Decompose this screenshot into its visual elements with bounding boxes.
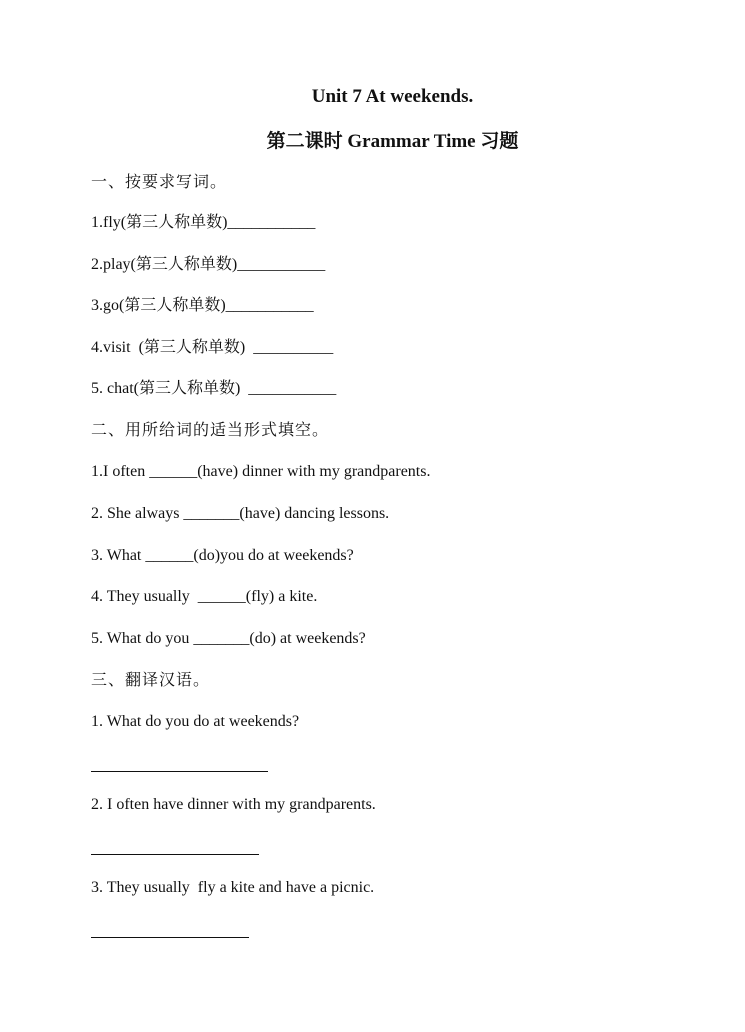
question-item: 2. She always _______(have) dancing lessons. [91, 505, 390, 522]
section-heading-3: 三、翻译汉语。 [91, 672, 211, 689]
section-heading-1: 一、按要求写词。 [91, 174, 228, 191]
answer-line [91, 771, 268, 772]
section-heading-2: 二、用所给词的适当形式填空。 [91, 422, 330, 439]
question-item: 3. What ______(do)you do at weekends? [91, 547, 354, 564]
question-item: 3. They usually fly a kite and have a picnic. [91, 879, 375, 896]
question-item: 2. I often have dinner with my grandparents. [91, 796, 376, 813]
question-item: 4.visit (第三人称单数) __________ [91, 339, 334, 356]
answer-line [91, 937, 249, 938]
question-item: 5. chat(第三人称单数) ___________ [91, 380, 337, 397]
page-title: Unit 7 At weekends. [311, 86, 474, 107]
question-item: 1. What do you do at weekends? [91, 713, 300, 730]
answer-line [91, 854, 259, 855]
question-item: 5. What do you _______(do) at weekends? [91, 630, 366, 647]
question-item: 1.fly(第三人称单数)___________ [91, 214, 316, 231]
question-item: 3.go(第三人称单数)___________ [91, 297, 314, 314]
page-subtitle: 第二课时 Grammar Time 习题 [266, 131, 519, 152]
question-item: 4. They usually ______(fly) a kite. [91, 588, 318, 605]
question-item: 1.I often ______(have) dinner with my grandparents. [91, 463, 431, 480]
question-item: 2.play(第三人称单数)___________ [91, 256, 326, 273]
